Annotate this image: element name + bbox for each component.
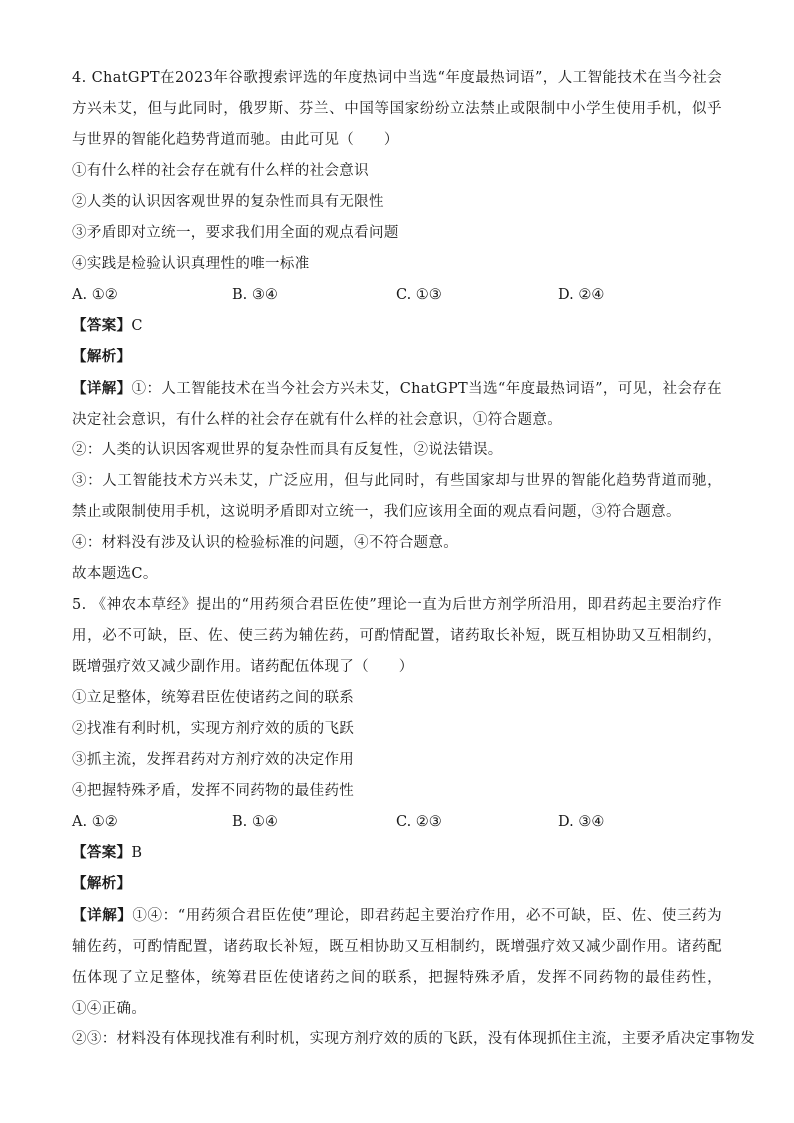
detail-text: ①：人工智能技术在当今社会方兴未艾，ChatGPT当选“年度最热词语”，可见，社会存在决定社会意识，有什么样的社会存在就有什么样的社会意识，①符合题意。 — [72, 381, 722, 428]
answer-tag: 【答案】 — [72, 317, 132, 334]
question-5-analysis-heading: 【解析】 — [72, 875, 132, 892]
detail-text: ①④：“用药须合君臣佐使”理论，即君药起主要治疗作用，必不可缺，臣、佐、使三药为辅佐药，可酌情配置，诸药取长补短，既互相协助又互相制约，既增强疗效又减少副作用。诸药配伍体现了立足整体，统筹君臣佐使诸药之间的联系，把握特殊矛盾，发挥不同药物的最佳药性，①④正确。 — [72, 908, 722, 1017]
question-4-stem: 4. ChatGPT在2023年谷歌搜索评选的年度热词中当选“年度最热词语”，人工智能技术在当今社会方兴未艾，但与此同时，俄罗斯、芬兰、中国等国家纷纷立法禁止或限制中小学生使用手机，似乎与世界的智能化趋势背道而驰。由此可见（ ） — [72, 70, 722, 148]
question-5-item-4: ④把握特殊矛盾，发挥不同药物的最佳药性 — [72, 783, 355, 799]
question-5-item-1: ①立足整体，统筹君臣佐使诸药之间的联系 — [72, 690, 355, 706]
question-4-item-3: ③矛盾即对立统一，要求我们用全面的观点看问题 — [72, 225, 399, 241]
question-5-option-a: A. ①② — [72, 814, 118, 830]
question-5-item-3: ③抓主流，发挥君药对方剂疗效的决定作用 — [72, 752, 355, 768]
question-4-detail-2: ②：人类的认识因客观世界的复杂性而具有反复性，②说法错误。 — [72, 442, 503, 458]
question-5-options — [72, 812, 722, 832]
question-4-item-1: ①有什么样的社会存在就有什么样的社会意识 — [72, 163, 369, 179]
question-4-item-4: ④实践是检验认识真理性的唯一标准 — [72, 256, 310, 272]
question-4-detail-4: ④：材料没有涉及认识的检验标准的问题，④不符合题意。 — [72, 535, 459, 551]
question-5-option-c: C. ②③ — [396, 814, 442, 830]
answer-value: C — [131, 318, 143, 334]
question-4-option-b: B. ③④ — [232, 287, 278, 303]
question-4-item-2: ②人类的认识因客观世界的复杂性而具有无限性 — [72, 194, 384, 210]
question-5-stem: 5. 《神农本草经》提出的“用药须合君臣佐使”理论一直为后世方剂学所沿用，即君药起主要治疗作用，必不可缺，臣、佐、使三药为辅佐药，可酌情配置，诸药取长补短，既互相协助又互相制约，既增强疗效又减少副作用。诸药配伍体现了（ ） — [72, 597, 722, 675]
question-4-analysis-heading: 【解析】 — [72, 348, 132, 365]
question-5-item-2: ②找准有利时机，实现方剂疗效的质的飞跃 — [72, 721, 355, 737]
question-5-option-b: B. ①④ — [232, 814, 278, 830]
question-4-detail-3: ③：人工智能技术方兴未艾，广泛应用，但与此同时，有些国家却与世界的智能化趋势背道而驰，禁止或限制使用手机，这说明矛盾即对立统一，我们应该用全面的观点看问题，③符合题意。 — [72, 473, 722, 520]
answer-value: B — [131, 845, 143, 861]
question-4-detail-1 — [72, 373, 722, 435]
question-4-option-d: D. ②④ — [558, 287, 605, 303]
question-4-options — [72, 285, 722, 305]
detail-tag: 【详解】 — [72, 907, 133, 924]
question-5-option-d: D. ③④ — [558, 814, 605, 830]
question-5-answer — [72, 843, 722, 863]
question-5-detail-1 — [72, 900, 722, 1017]
question-4-option-a: A. ①② — [72, 287, 118, 303]
question-4-conclusion: 故本题选C。 — [72, 566, 158, 582]
answer-tag: 【答案】 — [72, 844, 132, 861]
question-4-answer — [72, 316, 722, 336]
question-4-option-c: C. ①③ — [396, 287, 442, 303]
question-5-detail-2: ②③：材料没有体现找准有利时机，实现方剂疗效的质的飞跃，没有体现抓住主流，主要矛盾决定事物发 — [72, 1031, 756, 1047]
detail-tag: 【详解】 — [72, 380, 132, 397]
